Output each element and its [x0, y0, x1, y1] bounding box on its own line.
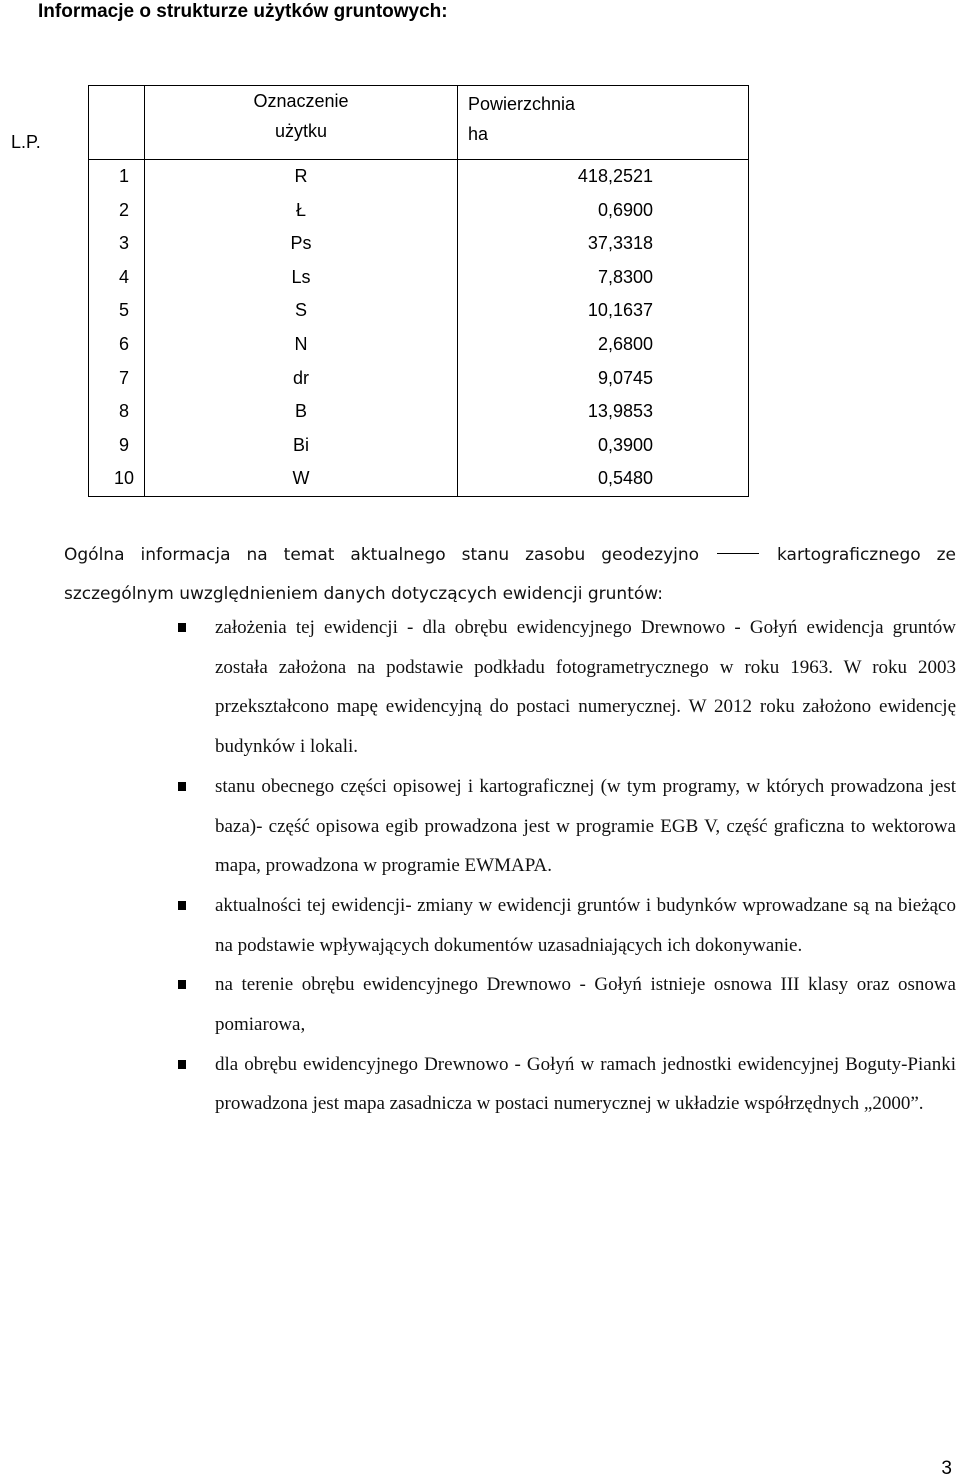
square-bullet-icon	[178, 980, 186, 989]
cell-lp: 4	[89, 261, 145, 295]
square-bullet-icon	[178, 782, 186, 791]
cell-lp: 2	[89, 194, 145, 228]
header-lp-label: L.P.	[11, 132, 41, 152]
land-use-table	[11, 85, 749, 497]
header-oznaczenie-line2: użytku	[274, 121, 328, 141]
list-item	[215, 767, 956, 886]
header-powierzchnia	[458, 86, 749, 160]
table-row	[89, 294, 749, 328]
cell-oznaczenie: Bi	[145, 429, 458, 463]
square-bullet-icon	[178, 901, 186, 910]
cell-oznaczenie: W	[145, 462, 458, 496]
table-row	[89, 429, 749, 463]
list-item	[215, 886, 956, 965]
cell-oznaczenie: Ps	[145, 227, 458, 261]
cell-lp: 10	[89, 462, 145, 496]
list-item	[215, 965, 956, 1044]
cell-oznaczenie: S	[145, 294, 458, 328]
header-oznaczenie-line1: Oznaczenie	[253, 91, 349, 111]
cell-lp: 5	[89, 294, 145, 328]
intro-dash	[717, 553, 759, 554]
cell-oznaczenie: R	[145, 160, 458, 194]
table-row	[89, 462, 749, 496]
cell-lp: 3	[89, 227, 145, 261]
list-item-text: założenia tej ewidencji - dla obrębu ewidencyjnego Drewnowo - Gołyń ewidencja gruntów została założona na podstawie podkładu fotogrametrycznego w roku 1963. W roku 2003 przekształcono mapę ewidencyjną do postaci numerycznej. W 2012 roku założono ewidencję budynków i lokali.	[215, 617, 956, 758]
table-row	[89, 362, 749, 396]
cell-lp: 1	[89, 160, 145, 194]
cell-lp: 6	[89, 328, 145, 362]
intro-paragraph	[64, 536, 956, 614]
cell-powierzchnia: 10,1637	[458, 294, 749, 328]
cell-lp: 8	[89, 395, 145, 429]
page-heading: Informacje o strukturze użytków gruntowych:	[38, 1, 448, 22]
intro-line-1-a: Ogólna informacja na temat aktualnego stanu zasobu geodezyjno	[64, 545, 700, 565]
cell-powierzchnia: 37,3318	[458, 227, 749, 261]
table-header-row	[89, 86, 749, 160]
list-item	[215, 608, 956, 767]
cell-lp: 7	[89, 362, 145, 396]
table-row	[89, 261, 749, 295]
intro-line-1-b: kartograficznego ze	[777, 545, 956, 565]
table-row	[89, 328, 749, 362]
bullet-list	[215, 608, 956, 1124]
cell-powierzchnia: 418,2521	[458, 160, 749, 194]
cell-oznaczenie: Ls	[145, 261, 458, 295]
table-row	[89, 194, 749, 228]
list-item-text: dla obrębu ewidencyjnego Drewnowo - Gołyń w ramach jednostki ewidencyjnej Boguty-Pianki prowadzona jest mapa zasadnicza w postaci numerycznej w układzie współrzędnych „2000”.	[215, 1053, 956, 1115]
header-powierzchnia-line2: ha	[468, 124, 489, 144]
cell-oznaczenie: B	[145, 395, 458, 429]
intro-line-2: szczególnym uwzględnieniem danych dotyczących ewidencji gruntów:	[64, 584, 663, 604]
cell-powierzchnia: 9,0745	[458, 362, 749, 396]
header-oznaczenie	[145, 86, 458, 160]
page-number: 3	[941, 1458, 952, 1479]
cell-powierzchnia: 13,9853	[458, 395, 749, 429]
cell-powierzchnia: 0,3900	[458, 429, 749, 463]
cell-powierzchnia: 7,8300	[458, 261, 749, 295]
square-bullet-icon	[178, 623, 186, 632]
table-row	[89, 160, 749, 194]
intro-line-1	[64, 536, 956, 575]
cell-oznaczenie: Ł	[145, 194, 458, 228]
table-row	[89, 395, 749, 429]
square-bullet-icon	[178, 1060, 186, 1069]
cell-powierzchnia: 2,6800	[458, 328, 749, 362]
cell-powierzchnia: 0,6900	[458, 194, 749, 228]
cell-powierzchnia: 0,5480	[458, 462, 749, 496]
list-item-text: aktualności tej ewidencji- zmiany w ewidencji gruntów i budynków wprowadzane są na bieżąco na podstawie wpływających dokumentów uzasadniających ich dokonywanie.	[215, 894, 956, 956]
header-powierzchnia-line1: Powierzchnia	[468, 94, 576, 114]
cell-oznaczenie: dr	[145, 362, 458, 396]
list-item-text: na terenie obrębu ewidencyjnego Drewnowo - Gołyń istnieje osnowa III klasy oraz osnowa pomiarowa,	[215, 974, 956, 1036]
cell-oznaczenie: N	[145, 328, 458, 362]
list-item-text: stanu obecnego części opisowej i kartograficznej (w tym programy, w których prowadzona jest baza)- część opisowa egib prowadzona jest w programie EGB V, część graficzna to wektorowa mapa, prowadzona w programie EWMAPA.	[215, 775, 956, 877]
cell-lp: 9	[89, 429, 145, 463]
list-item	[215, 1045, 956, 1124]
header-lp	[11, 86, 145, 160]
table-row	[89, 227, 749, 261]
